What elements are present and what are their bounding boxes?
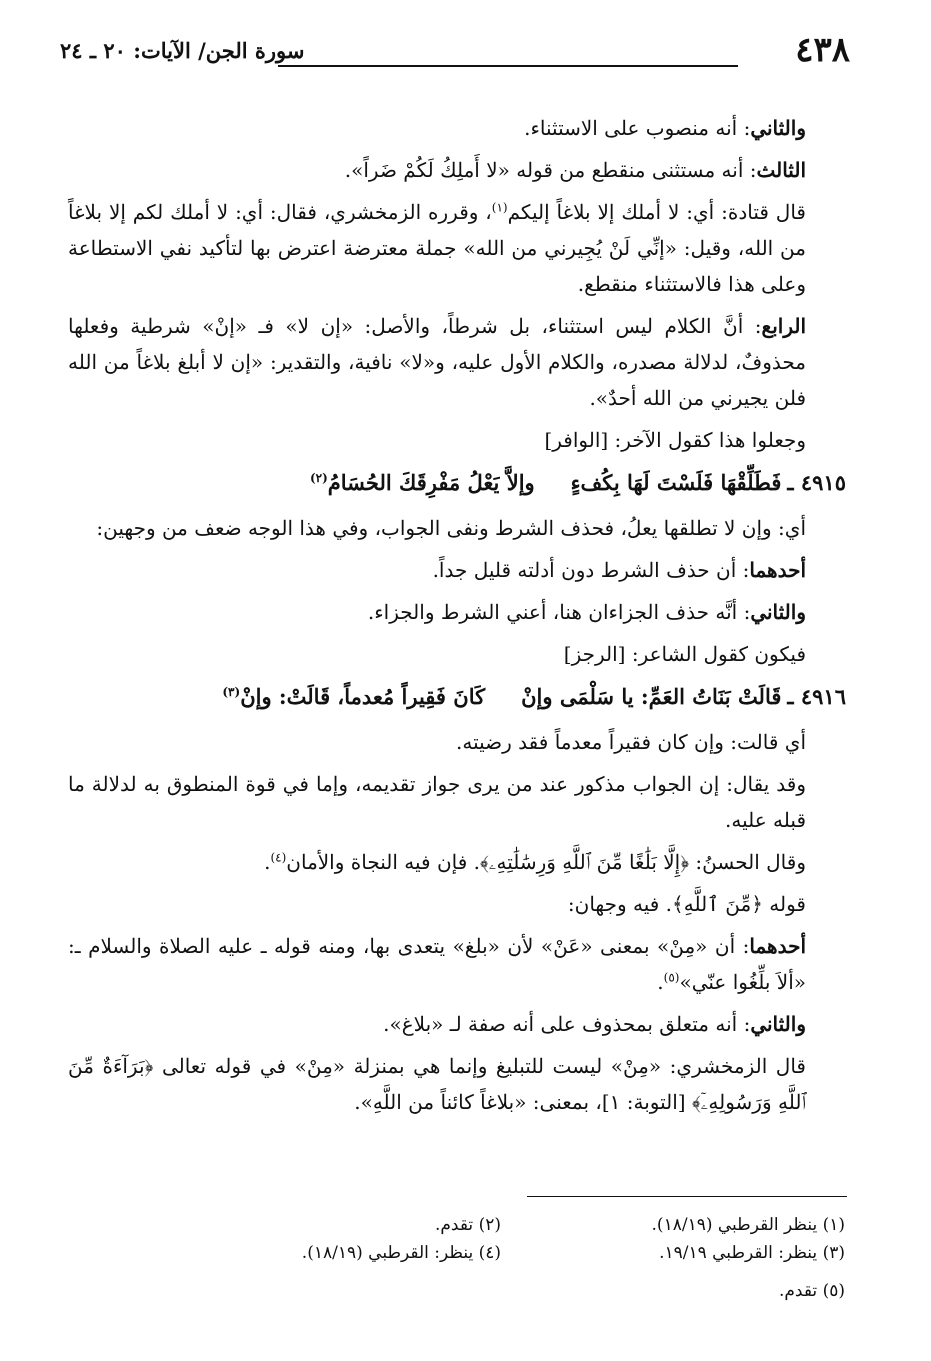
running-title: سورة الجن/ الآيات: ٢٠ ـ ٢٤ [60, 38, 305, 63]
paragraph [68, 844, 846, 880]
paragraph-text: . [657, 970, 664, 994]
verse-number: ٤٩١٦ ـ [787, 684, 846, 709]
poetry-verse [68, 678, 846, 716]
footnote-ref[interactable]: (٥) [663, 970, 680, 985]
footnote: (٣) ينظر: القرطبي ١٩/١٩. [659, 1243, 845, 1263]
paragraph-text: قال الزمخشري: «مِنْ» ليست للتبليغ وإنما هي بمنزلة «مِنْ» في قوله تعالى ﴿بَرَآءَةٌ مِّنَ ٱللَّهِ وَرَسُولِهِۦٓ﴾ [التوبة: ١]، بمعنى: «بلاغاً كائناً من اللَّهِ». [68, 1054, 806, 1114]
main-text [68, 110, 846, 1126]
paragraph-text: قال قتادة: أي: لا أملك إلا بلاغاً إليكم [507, 200, 806, 224]
footnote: (٥) تقدم. [778, 1281, 845, 1301]
paragraph [68, 152, 846, 188]
paragraph [68, 636, 846, 672]
footnote-ref[interactable]: (٤) [270, 850, 287, 865]
paragraph [68, 510, 846, 546]
paragraph-lead: والثاني [750, 1012, 806, 1036]
paragraph-text: وقال الحسنُ: ﴿إِلَّا بَلَٰغًا مِّنَ ٱللَّهِ وَرِسَٰلَٰتِهِۦ﴾. فإن فيه النجاة والأمان [286, 850, 806, 874]
footnote: (٤) ينظر: القرطبي (١٨/١٩). [301, 1243, 501, 1263]
footnote: (٢) تقدم. [434, 1215, 501, 1235]
paragraph [68, 594, 846, 630]
page-header [60, 30, 850, 80]
paragraph-text: : أنه مستثنى منقطع من قوله «لا أَملِكُ لَكُمْ ضَراً». [344, 158, 757, 182]
verse-hemistich-second: وإلاَّ يَعْلُ مَفْرِقَكَ الحُسَامُ [327, 470, 535, 495]
footnote-ref[interactable]: (٣) [222, 685, 241, 699]
paragraph-text: أي قالت: وإن كان فقيراً معدماً فقد رضيته. [456, 730, 806, 754]
paragraph-text: فيكون كقول الشاعر: [الرجز] [563, 642, 806, 666]
paragraph [68, 308, 846, 416]
paragraph-text: ، وقرره الزمخشري، فقال: أي: لا أملك لكم إلا بلاغاً من الله، وقيل: «إنِّي لَنْ يُجِيرني من الله» جملة معترضة اعترض بها لتأكيد نفي الاستطاعة وعلى هذا فالاستثناء منقطع. [68, 200, 806, 296]
paragraph-lead: والثاني [750, 116, 806, 140]
header-rule [278, 65, 738, 67]
paragraph-text: : أنَّه حذف الجزاءان هنا، أعني الشرط والجزاء. [367, 600, 751, 624]
paragraph [68, 928, 846, 1000]
paragraph [68, 1006, 846, 1042]
paragraph-text: : أنه منصوب على الاستثناء. [524, 116, 751, 140]
paragraph [68, 724, 846, 760]
paragraph-lead: الثالث [756, 158, 806, 182]
paragraph [68, 886, 846, 922]
paragraph-lead: الرابع [761, 314, 806, 338]
paragraph-text: : أنَّ الكلام ليس استثناء، بل شرطاً، والأصل: «إن لا» فـ «إنْ» شرطية وفعلها محذوفٌ، لدلالة مصدره، والكلام الأول عليه، و«لا» نافية، والتقدير: «إن لا أبلغ بلاغاً من الله فلن يجيرني من الله أحدٌ». [68, 314, 806, 410]
paragraph-text: : أن «مِنْ» بمعنى «عَنْ» لأن «بلغ» يتعدى بها، ومنه قوله ـ عليه الصلاة والسلام ـ: «ألاَ بلِّغُوا عنّي» [68, 934, 806, 994]
verse-number: ٤٩١٥ ـ [787, 470, 846, 495]
paragraph-lead: أحدهما [749, 558, 806, 582]
paragraph-text: : أن حذف الشرط دون أدلته قليل جداً. [432, 558, 750, 582]
paragraph-text: : أنه متعلق بمحذوف على أنه صفة لـ «بلاغ». [383, 1012, 751, 1036]
paragraph-text: وجعلوا هذا كقول الآخر: [الوافر] [544, 428, 806, 452]
paragraph-lead: والثاني [750, 600, 806, 624]
paragraph [68, 1048, 846, 1120]
poetry-verse [68, 464, 846, 502]
paragraph-lead: أحدهما [749, 934, 806, 958]
verse-hemistich-first: فَطَلِّقْهَا فَلَسْتَ لَهَا بِكُفءٍ [570, 470, 782, 495]
footnote-separator [527, 1196, 847, 1197]
paragraph [68, 422, 846, 458]
paragraph [68, 552, 846, 588]
page-number: ٤٣٨ [795, 30, 850, 70]
footnote: (١) ينظر القرطبي (١٨/١٩). [651, 1215, 845, 1235]
footnote-ref[interactable]: (١) [491, 200, 508, 215]
paragraph [68, 194, 846, 302]
paragraph [68, 766, 846, 838]
footnote-ref[interactable]: (٢) [309, 471, 328, 485]
paragraph-text: وقد يقال: إن الجواب مذكور عند من يرى جواز تقديمه، وإما في قوة المنطوق به لدلالة ما قبله عليه. [68, 772, 806, 832]
paragraph-text: . [264, 850, 271, 874]
paragraph-text: قوله ﴿مِّنَ ٱللَّهِ﴾. فيه وجهان: [567, 892, 806, 916]
paragraph-text: أي: وإن لا تطلقها يعلُ، فحذف الشرط ونفى الجواب، وفي هذا الوجه ضعف من وجهين: [96, 516, 806, 540]
paragraph [68, 110, 846, 146]
verse-hemistich-first: قَالَتْ بَنَاتُ العَمِّ: يا سَلْمَى وإنْ [521, 684, 782, 709]
verse-hemistich-second: كَانَ فَقِيراً مُعدماً، قَالَتْ: وإنْ [240, 684, 486, 709]
